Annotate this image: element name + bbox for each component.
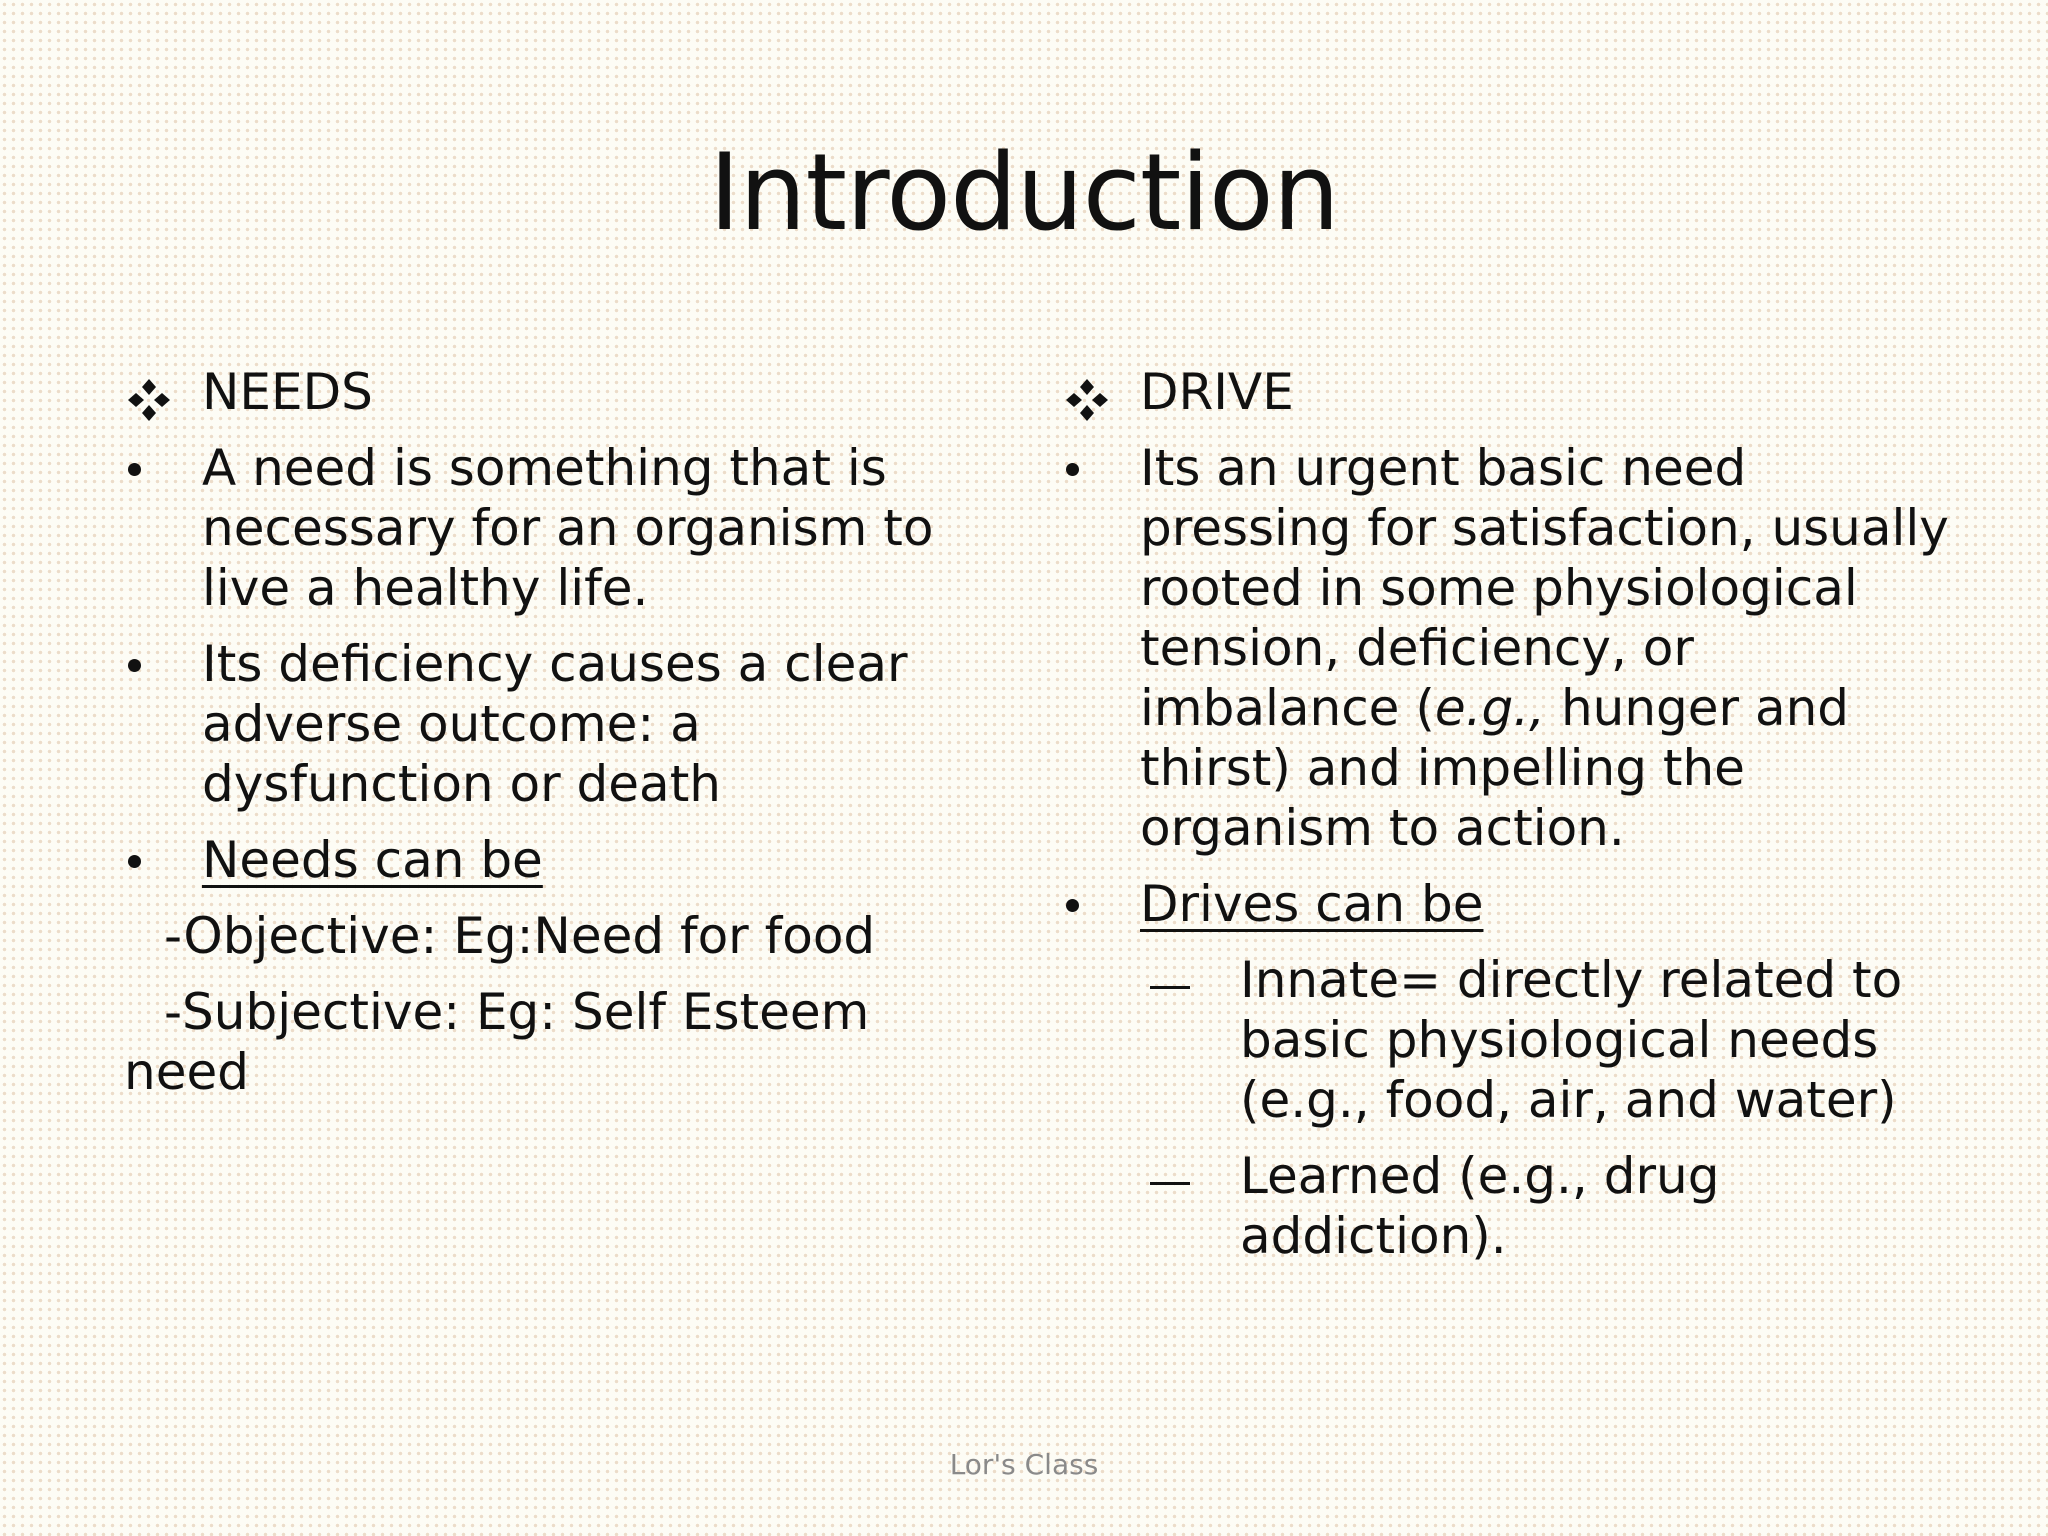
drive-column (1062, 362, 1962, 1282)
drive-heading-row (1062, 362, 1962, 424)
four-diamond-icon (126, 377, 172, 423)
needs-subjective-line-continued: need (124, 1043, 249, 1101)
needs-heading: NEEDS (202, 363, 373, 421)
needs-can-be-label: Needs can be (202, 831, 543, 889)
needs-subjective-line: -Subjective: Eg: Self Esteem (164, 983, 870, 1041)
drive-definition-italic: e.g., (1434, 679, 1546, 737)
drive-definition-part1: Its an urgent basic need pressing for satisfaction, usually rooted in some physiological tension, deficiency, or imbalance ( (1140, 439, 1949, 737)
needs-column (124, 362, 984, 1102)
footer-text: Lor's Class (949, 1448, 1099, 1481)
four-diamond-icon (1064, 377, 1110, 423)
needs-bullet-types (124, 830, 984, 890)
needs-bullet-definition: A need is something that is necessary for an organism to live a healthy life. (124, 438, 984, 618)
needs-bullet-deficiency: Its deficiency causes a clear adverse outcome: a dysfunction or death (124, 634, 984, 814)
drive-definition-part2: hunger and thirst) and impelling the organism to action. (1140, 679, 1850, 857)
needs-heading-row (124, 362, 984, 424)
drive-heading: DRIVE (1140, 363, 1294, 421)
drive-sub-learned: Learned (e.g., drug addiction). (1150, 1146, 1960, 1266)
drives-can-be-label: Drives can be (1140, 875, 1484, 933)
drive-bullet-types (1062, 874, 1962, 934)
drive-sub-innate: Innate= directly related to basic physiological needs (e.g., food, air, and water) (1150, 950, 1960, 1130)
slide-title: Introduction (709, 131, 1339, 254)
needs-objective-line: -Objective: Eg:Need for food (164, 907, 876, 965)
drive-bullet-definition (1062, 438, 1962, 858)
